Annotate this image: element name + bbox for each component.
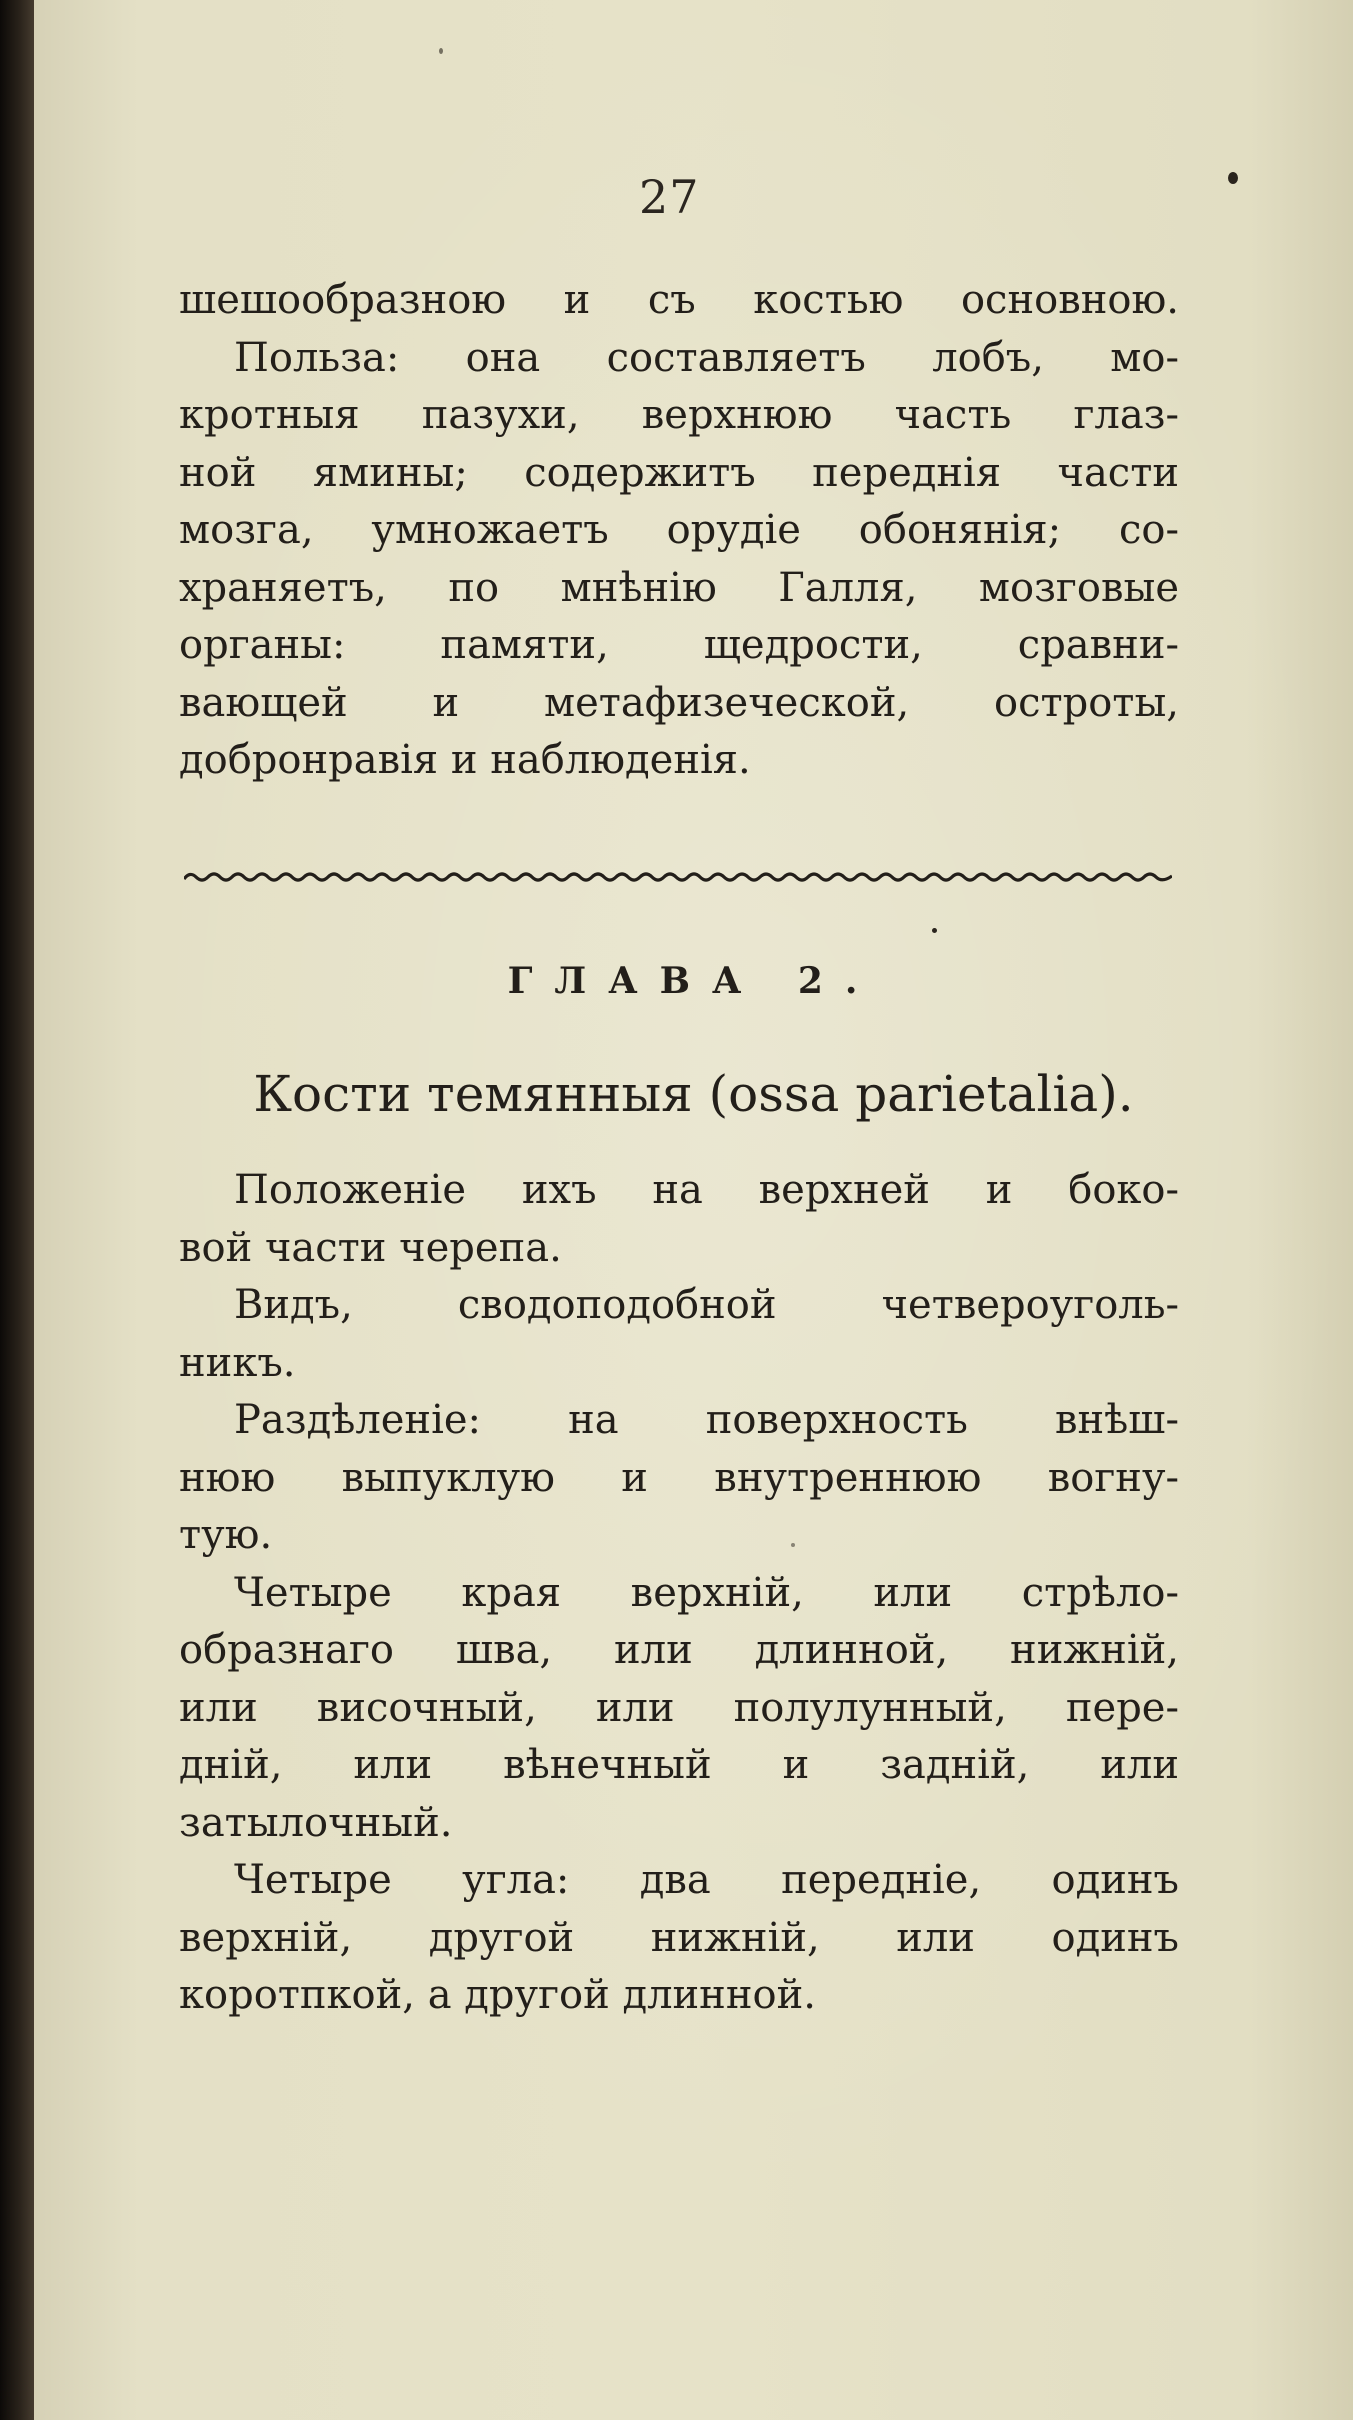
text-line: или височный, или полулунный, пере-: [179, 1684, 1179, 1731]
text-line: верхній, другой нижній, или одинъ: [179, 1914, 1179, 1961]
text-line: добронравія и наблюденія.: [179, 737, 751, 783]
text-line: дній, или вѣнечный и задній, или: [179, 1742, 1179, 1788]
text-line: мозга, умножаетъ орудіе обонянія; со-: [179, 507, 1179, 553]
section-1-text: [179, 272, 1179, 790]
text-line: Польза: она составляетъ лобъ, мо-: [234, 334, 1179, 381]
text-line: Раздѣленіе: на поверхность внѣш-: [234, 1397, 1179, 1443]
text-line: храняетъ, по мнѣнію Галля, мозговые: [179, 564, 1179, 611]
decorative-rule-ornament: [184, 870, 1172, 884]
text-line: шешообразною и съ костью основною.: [179, 277, 1179, 323]
page-number: 27: [639, 170, 700, 224]
text-line: Четыре угла: два передніе, одинъ: [234, 1857, 1179, 1903]
text-line: вой части черепа.: [179, 1224, 562, 1271]
text-line: вающей и метафизеческой, остроты,: [179, 679, 1179, 726]
section-2-text: [179, 1162, 1179, 2025]
text-line: нюю выпуклую и внутреннюю вогну-: [179, 1454, 1179, 1501]
ink-speck: [1228, 172, 1238, 184]
text-line: затылочный.: [179, 1799, 453, 1846]
text-line: Положеніе ихъ на верхней и боко-: [234, 1167, 1179, 1213]
text-line: образнаго шва, или длинной, нижній,: [179, 1627, 1179, 1673]
text-line: Четыре края верхній, или стрѣло-: [234, 1569, 1179, 1616]
text-line: тую.: [179, 1512, 273, 1558]
ink-speck: [791, 1543, 795, 1547]
text-line: Видъ, сводоподобной четвероуголь-: [234, 1282, 1179, 1328]
text-line: органы: памяти, щедрости, сравни-: [179, 622, 1179, 668]
text-line: коротпкой, а другой длинной.: [179, 1972, 816, 2018]
ink-speck: [932, 928, 937, 933]
text-line: никъ.: [179, 1339, 296, 1386]
ink-speck: [439, 48, 443, 54]
book-binding-edge: [0, 0, 36, 2420]
text-line: ной ямины; содержитъ переднія части: [179, 449, 1179, 496]
chapter-title: Кости темянныя (ossa parietalia).: [253, 1065, 1134, 1123]
book-page: [34, 0, 1353, 2420]
chapter-heading: ГЛАВА 2.: [507, 960, 880, 1002]
text-line: кротныя пазухи, верхнюю часть глаз-: [179, 392, 1179, 438]
